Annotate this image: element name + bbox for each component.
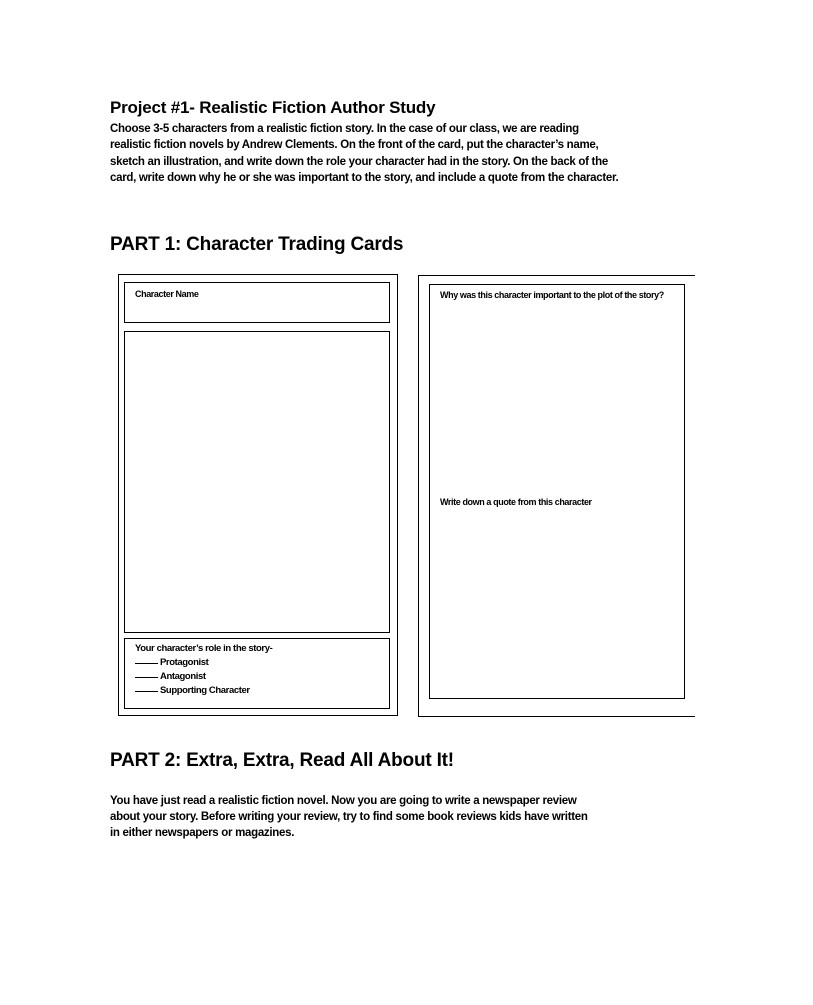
part2-instructions: You have just read a realistic fiction novel. Now you are going to write a newspaper review about your story. Before writing your review, try to find some book reviews kids have written in either newspapers or magazines. xyxy=(110,795,588,840)
card-back-bottom-border xyxy=(418,716,695,717)
role-checkbox-line[interactable] xyxy=(135,663,158,664)
role-option-antagonist[interactable] xyxy=(135,671,206,682)
project-instructions: Choose 3-5 characters from a realistic fiction story. In the case of our class, we are reading realistic fiction novels by Andrew Clements. On the front of the card, put the character’s name, sketch an illustration, and write down the role your character had in the story. On the back of the card, write down why he or she was important to the story, and include a quote from the character. xyxy=(110,123,619,185)
role-checkbox-line[interactable] xyxy=(135,677,158,678)
role-title: Your character’s role in the story- xyxy=(135,643,273,654)
role-checkbox-line[interactable] xyxy=(135,691,158,692)
role-option-label: Antagonist xyxy=(160,671,206,682)
card-back-top-border xyxy=(418,275,695,276)
quote-prompt: Write down a quote from this character xyxy=(440,497,592,507)
part1-heading: PART 1: Character Trading Cards xyxy=(110,234,404,255)
card-back-left-border xyxy=(418,275,419,717)
character-name-label: Character Name xyxy=(135,289,199,299)
illustration-box[interactable] xyxy=(124,331,390,633)
card-back-box[interactable] xyxy=(429,284,685,699)
part2-heading: PART 2: Extra, Extra, Read All About It! xyxy=(110,750,454,771)
role-option-label: Supporting Character xyxy=(160,685,250,696)
role-option-protagonist[interactable] xyxy=(135,657,208,668)
role-option-label: Protagonist xyxy=(160,657,209,668)
role-option-supporting[interactable] xyxy=(135,685,250,696)
project-title: Project #1- Realistic Fiction Author Study xyxy=(110,98,436,117)
importance-prompt: Why was this character important to the plot of the story? xyxy=(440,290,664,300)
